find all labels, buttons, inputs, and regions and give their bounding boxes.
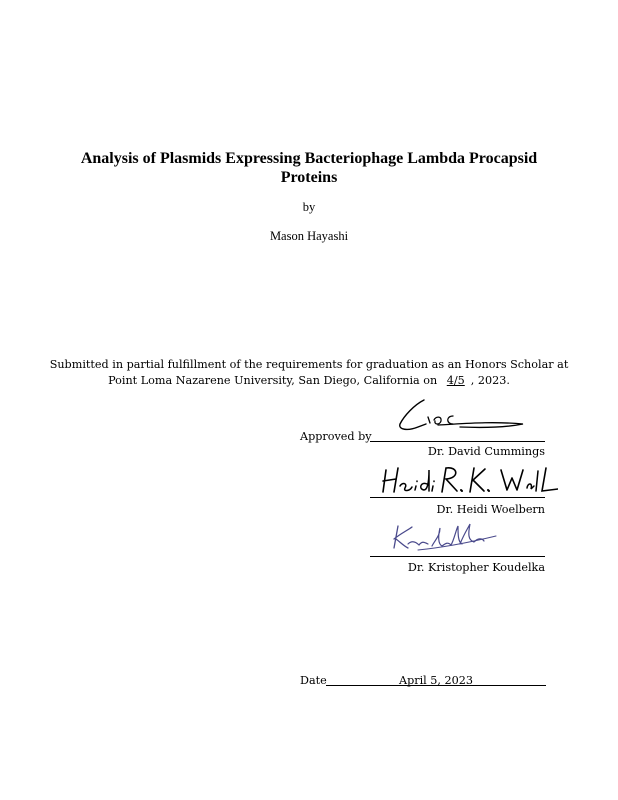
submission-statement [40,357,578,389]
submission-line-2 [40,373,578,389]
signer-name-1: Dr. David Cummings [427,445,545,458]
thesis-title: Analysis of Plasmids Expressing Bacteriophage Lambda Procapsid Proteins [80,150,538,186]
signature-line-2 [370,497,545,498]
signature-koudelka [388,522,498,554]
author-name: Mason Hayashi [269,229,349,243]
signature-line-1 [370,441,545,442]
submission-line-2-end: , 2023. [470,374,510,387]
signature-woelbern [378,462,558,498]
signature-line-3 [370,556,545,557]
date-value: April 5, 2023 [398,674,473,687]
date-label: Date [300,674,327,687]
signature-cummings [390,394,525,436]
signer-name-2: Dr. Heidi Woelbern [436,503,545,516]
by-label: by [302,200,316,214]
submission-line-1: Submitted in partial fulfillment of the requirements for graduation as an Honors Scholar at [49,358,569,371]
submission-line-2-start: Point Loma Nazarene University, San Diego, California on [108,374,441,387]
approved-by-label: Approved by [300,430,372,443]
signer-name-3: Dr. Kristopher Koudelka [407,561,545,574]
submission-date-blank: 4/5 [446,374,465,387]
